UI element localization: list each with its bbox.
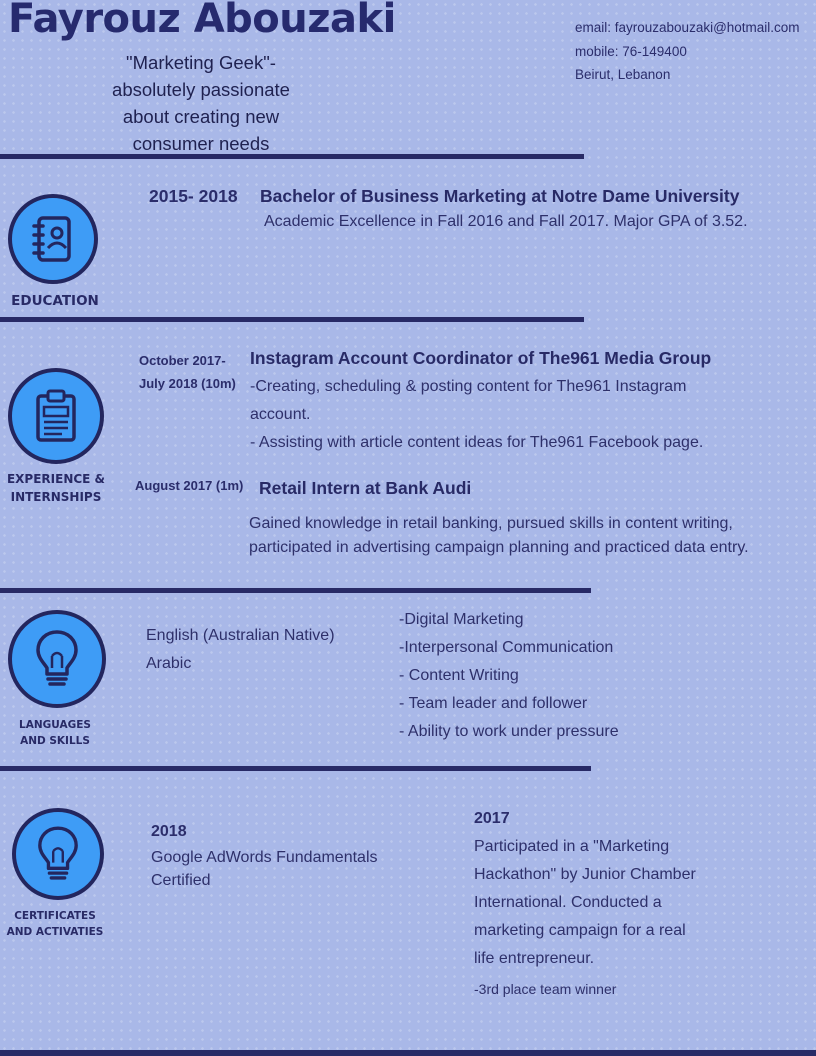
job-description-line: account. xyxy=(250,406,311,423)
language-item: English (Australian Native) xyxy=(146,627,335,644)
certificate-detail xyxy=(151,846,378,892)
education-date: 2015- 2018 xyxy=(149,186,238,206)
certificate-year: 2018 xyxy=(151,823,187,840)
job-description-line: participated in advertising campaign planning and practiced data entry. xyxy=(249,538,749,556)
section-divider xyxy=(0,317,584,322)
experience-label xyxy=(0,470,112,506)
job-title: Retail Intern at Bank Audi xyxy=(259,478,472,498)
education-detail: Academic Excellence in Fall 2016 and Fall 2017. Major GPA of 3.52. xyxy=(264,213,748,230)
section-divider xyxy=(0,588,591,593)
clipboard-icon xyxy=(30,388,82,444)
resume-name: Fayrouz Abouzaki xyxy=(8,0,396,42)
skill-item: - Content Writing xyxy=(399,667,519,684)
job-date xyxy=(139,349,236,395)
contact-block xyxy=(575,16,800,87)
experience-label-line: INTERNSHIPS xyxy=(10,490,102,504)
skill-item: - Team leader and follower xyxy=(399,695,588,712)
page-bottom-border xyxy=(0,1050,816,1056)
skill-item: -Interpersonal Communication xyxy=(399,639,614,656)
experience-badge xyxy=(8,368,104,464)
skills-label xyxy=(0,717,110,749)
skills-list xyxy=(399,606,619,746)
certificates-badge xyxy=(12,808,104,900)
job-description xyxy=(250,373,703,457)
certificate-detail-line: Google AdWords Fundamentals xyxy=(151,849,378,866)
certificates-label xyxy=(0,908,110,940)
job-description-line: Gained knowledge in retail banking, pursued skills in content writing, xyxy=(249,515,733,532)
activity-detail-line: International. Conducted a xyxy=(474,894,662,911)
activity-detail-line: Hackathon" by Junior Chamber xyxy=(474,866,696,883)
education-badge xyxy=(8,194,98,284)
contact-location: Beirut, Lebanon xyxy=(575,67,671,82)
education-label: EDUCATION xyxy=(11,293,99,309)
job-date-line: July 2018 (10m) xyxy=(139,376,236,391)
activity-year: 2017 xyxy=(474,810,510,827)
languages-list xyxy=(146,622,335,678)
activity-detail-line: Participated in a "Marketing xyxy=(474,838,670,855)
contact-email: email: fayrouzabouzaki@hotmail.com xyxy=(575,20,800,35)
certificate-detail-line: Certified xyxy=(151,872,211,889)
skill-item: - Ability to work under pressure xyxy=(399,723,619,740)
skills-label-line: AND SKILLS xyxy=(20,735,90,747)
job-date: August 2017 (1m) xyxy=(135,478,244,493)
skills-label-line: LANGUAGES xyxy=(19,719,91,731)
education-title: Bachelor of Business Marketing at Notre Dame University xyxy=(260,186,740,206)
job-date-line: October 2017- xyxy=(139,353,226,368)
tagline: "Marketing Geek"- absolutely passionate about creating new consumer needs xyxy=(112,52,290,154)
certificates-label-line: CERTIFICATES xyxy=(14,910,96,922)
lightbulb-icon xyxy=(34,628,80,690)
job-description-line: - Assisting with article content ideas for The961 Facebook page. xyxy=(250,434,704,451)
section-divider xyxy=(0,766,591,771)
certificates-label-line: AND ACTIVATIES xyxy=(6,926,104,938)
activity-detail-line: life entrepreneur. xyxy=(474,950,595,967)
job-description-line: -Creating, scheduling & posting content for The961 Instagram xyxy=(250,378,687,395)
lightbulb-icon xyxy=(36,824,80,884)
experience-label-line: EXPERIENCE & xyxy=(6,472,106,486)
activity-detail-line: marketing campaign for a real xyxy=(474,922,686,939)
notebook-icon xyxy=(27,213,79,265)
contact-mobile: mobile: 76-149400 xyxy=(575,43,687,59)
language-item: Arabic xyxy=(146,655,192,672)
job-description xyxy=(249,512,749,559)
section-divider xyxy=(0,154,584,159)
job-title: Instagram Account Coordinator of The961 Media Group xyxy=(250,348,712,368)
activity-detail xyxy=(474,833,696,973)
activity-award: -3rd place team winner xyxy=(474,981,617,997)
skills-badge xyxy=(8,610,106,708)
skill-item: -Digital Marketing xyxy=(399,611,524,628)
